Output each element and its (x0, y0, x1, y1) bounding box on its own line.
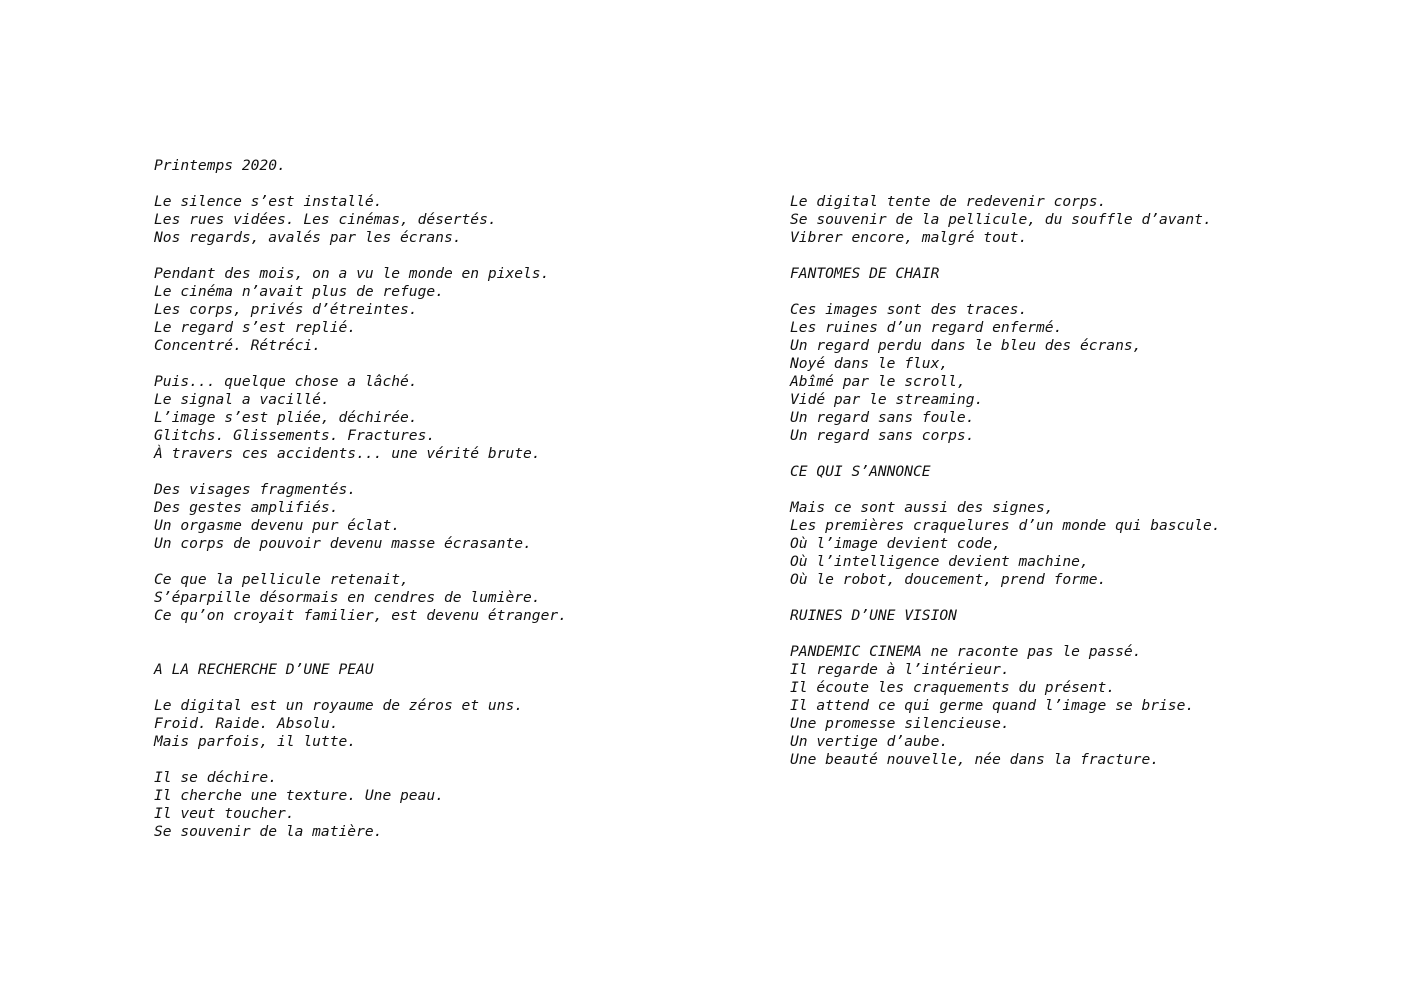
stanza (790, 499, 1390, 589)
verse-line: Les corps, privés d’étreintes. (154, 301, 418, 318)
verse-line: Les premières craquelures d’un monde qui bascule. (790, 517, 1221, 534)
verse-line: S’éparpille désormais en cendres de lumière. (154, 589, 541, 606)
right-text-column (790, 193, 1390, 769)
verse-line: L’image s’est pliée, déchirée. (154, 409, 418, 426)
verse-line: Il écoute les craquements du présent. (790, 679, 1116, 696)
verse-line: Un vertige d’aube. (790, 733, 949, 750)
stanza (154, 697, 754, 751)
verse-line: Froid. Raide. Absolu. (154, 715, 339, 732)
verse-line: Une beauté nouvelle, née dans la fracture. (790, 751, 1160, 768)
verse-line: Mais parfois, il lutte. (154, 733, 357, 750)
stanza-gap (790, 445, 1390, 463)
verse-line: Ces images sont des traces. (790, 301, 1028, 318)
stanza-gap (790, 283, 1390, 301)
verse-line: PANDEMIC CINEMA ne raconte pas le passé. (790, 643, 1142, 660)
verse-line: Ce qu’on croyait familier, est devenu étranger. (154, 607, 567, 624)
stanza (790, 301, 1390, 445)
stanza-gap (790, 481, 1390, 499)
verse-line: Où l’image devient code, (790, 535, 1001, 552)
section-heading: CE QUI S’ANNONCE (790, 463, 931, 480)
stanza-gap (154, 553, 754, 571)
verse-line: À travers ces accidents... une vérité brute. (154, 445, 541, 462)
verse-line: Le cinéma n’avait plus de refuge. (154, 283, 444, 300)
stanza (154, 769, 754, 841)
stanza-gap (154, 679, 754, 697)
left-text-column (154, 157, 754, 841)
verse-line: Ce que la pellicule retenait, (154, 571, 409, 588)
stanza-gap (154, 463, 754, 481)
verse-line: Il attend ce qui germe quand l’image se brise. (790, 697, 1195, 714)
verse-line: Le regard s’est replié. (154, 319, 357, 336)
verse-line: Il veut toucher. (154, 805, 295, 822)
stanza-gap (154, 247, 754, 265)
stanza-gap (790, 247, 1390, 265)
section-heading: A LA RECHERCHE D’UNE PEAU (154, 661, 374, 678)
verse-line: Les ruines d’un regard enfermé. (790, 319, 1063, 336)
section-gap (154, 625, 754, 661)
stanza-gap (154, 175, 754, 193)
verse-line: Un regard perdu dans le bleu des écrans, (790, 337, 1142, 354)
verse-line: Concentré. Rétréci. (154, 337, 321, 354)
verse-line: Abîmé par le scroll, (790, 373, 966, 390)
stanza-gap (790, 625, 1390, 643)
verse-line: Vidé par le streaming. (790, 391, 984, 408)
verse-line: Le silence s’est installé. (154, 193, 383, 210)
verse-line: Une promesse silencieuse. (790, 715, 1010, 732)
verse-line: Puis... quelque chose a lâché. (154, 373, 418, 390)
verse-line: Glitchs. Glissements. Fractures. (154, 427, 436, 444)
stanza (154, 193, 754, 247)
verse-line: Vibrer encore, malgré tout. (790, 229, 1028, 246)
section-heading: FANTOMES DE CHAIR (790, 265, 940, 282)
verse-line: Mais ce sont aussi des signes, (790, 499, 1054, 516)
verse-line: Le digital tente de redevenir corps. (790, 193, 1107, 210)
verse-line: Un regard sans foule. (790, 409, 975, 426)
verse-line: Le signal a vacillé. (154, 391, 330, 408)
verse-line: Il regarde à l’intérieur. (790, 661, 1010, 678)
date-line: Printemps 2020. (154, 157, 286, 174)
stanza (154, 481, 754, 553)
stanza (154, 373, 754, 463)
verse-line: Où l’intelligence devient machine, (790, 553, 1089, 570)
verse-line: Noyé dans le flux, (790, 355, 949, 372)
verse-line: Le digital est un royaume de zéros et uns. (154, 697, 524, 714)
verse-line: Se souvenir de la matière. (154, 823, 383, 840)
verse-line: Où le robot, doucement, prend forme. (790, 571, 1107, 588)
stanza-gap (154, 751, 754, 769)
verse-line: Il se déchire. (154, 769, 278, 786)
stanza (154, 571, 754, 625)
verse-line: Un orgasme devenu pur éclat. (154, 517, 401, 534)
stanza-gap (790, 589, 1390, 607)
verse-line: Les rues vidées. Les cinémas, désertés. (154, 211, 497, 228)
verse-line: Des visages fragmentés. (154, 481, 357, 498)
verse-line: Se souvenir de la pellicule, du souffle d’avant. (790, 211, 1212, 228)
verse-line: Des gestes amplifiés. (154, 499, 339, 516)
stanza (154, 265, 754, 355)
stanza-gap (154, 355, 754, 373)
verse-line: Un corps de pouvoir devenu masse écrasante. (154, 535, 532, 552)
stanza (790, 643, 1390, 769)
verse-line: Pendant des mois, on a vu le monde en pixels. (154, 265, 550, 282)
verse-line: Un regard sans corps. (790, 427, 975, 444)
verse-line: Il cherche une texture. Une peau. (154, 787, 444, 804)
stanza (790, 193, 1390, 247)
verse-line: Nos regards, avalés par les écrans. (154, 229, 462, 246)
section-heading: RUINES D’UNE VISION (790, 607, 957, 624)
